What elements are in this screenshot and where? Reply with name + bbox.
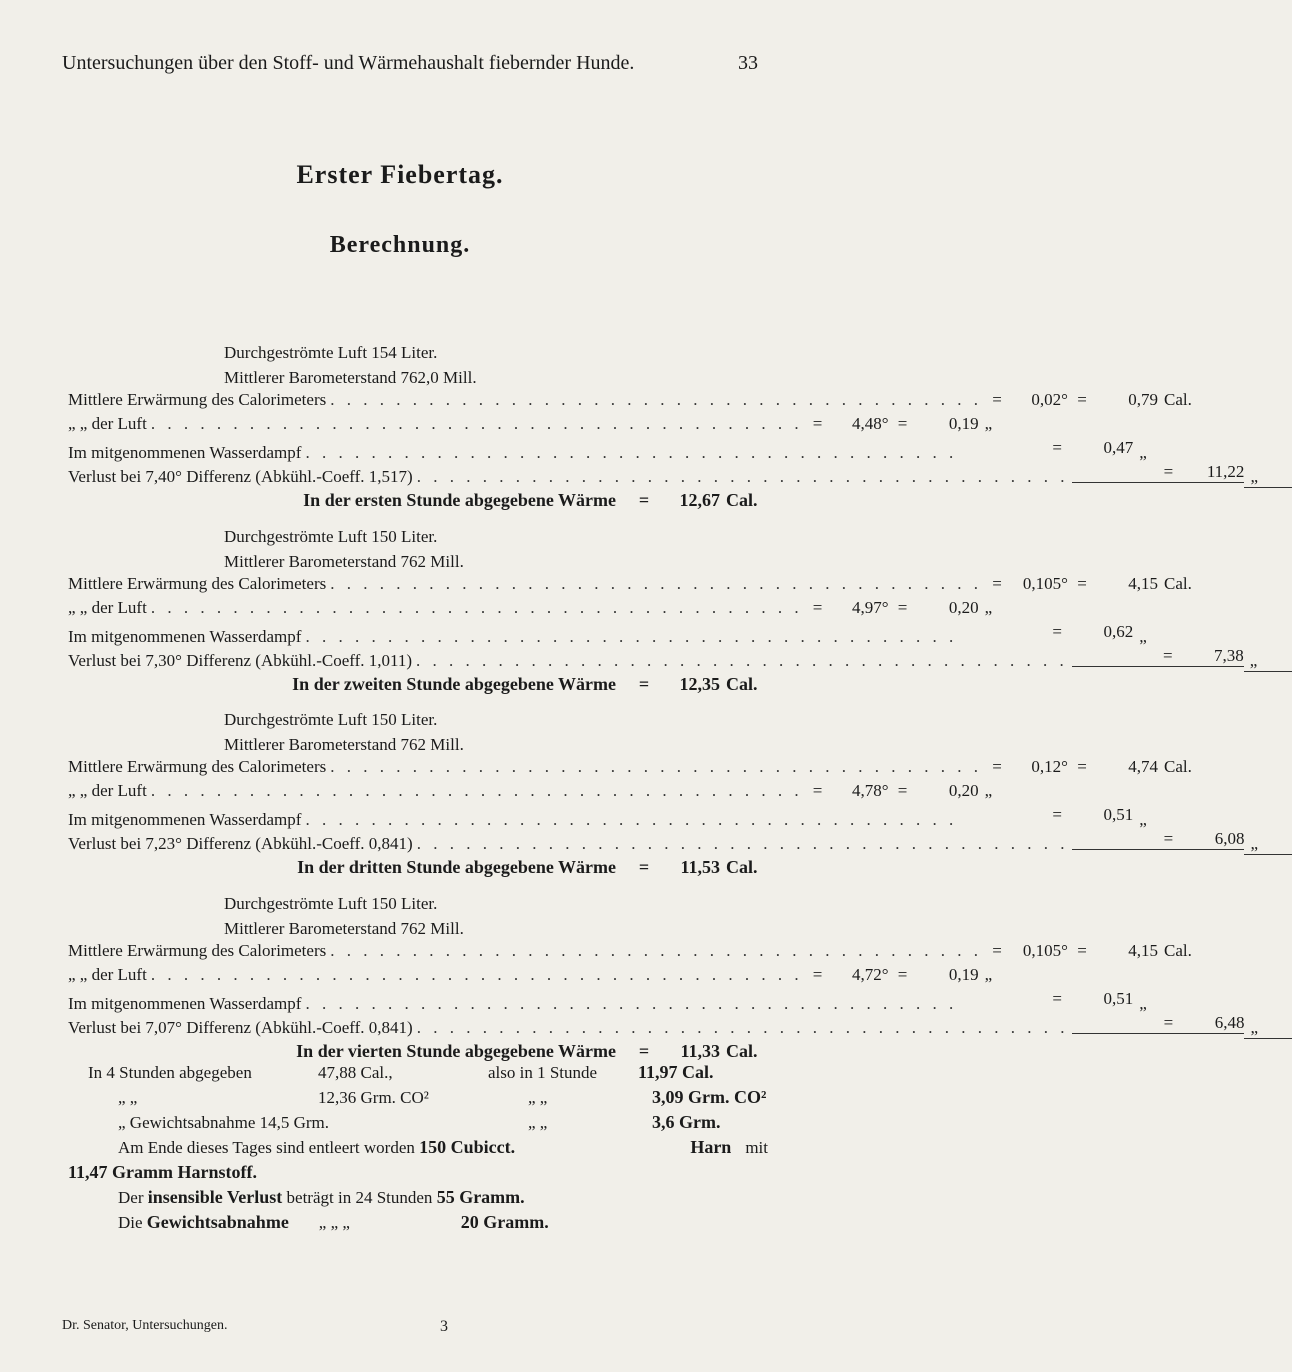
- calc-label: Verlust bei 7,23° Differenz (Abkühl.-Coeff. 0,841): [68, 834, 413, 853]
- cal-value: 6,48: [1214, 1013, 1245, 1032]
- calc-label: Mittlere Erwärmung des Calorimeters: [68, 757, 327, 776]
- unit: „: [1139, 810, 1147, 829]
- total-unit: Cal.: [726, 490, 758, 510]
- leader-dots: . . . . . . . . . . . . . . . . . . . . . . . . . . . . . . . . . . . . . . . .: [150, 414, 803, 433]
- cal-value: 0,47: [1103, 438, 1134, 457]
- hour-block: [68, 524, 1258, 702]
- calc-row: „ „ der Luft . . . . . . . . . . . . . . . . . . . . . . . . . . . . . . . . . . . . . . . . = 4,72° = 0,19 „: [68, 965, 768, 989]
- cal-value: 0,79: [1128, 390, 1158, 409]
- calc-row: Im mitgenommenen Wasserdampf . . . . . . . . . . . . . . . . . . . . . . . . . . . . . . . . . . . . . . . . = 0,62 „: [68, 622, 768, 646]
- hour-total: In der dritten Stunde abgegebene Wärme = 11,53 Cal.: [68, 857, 768, 885]
- leader-dots: . . . . . . . . . . . . . . . . . . . . . . . . . . . . . . . . . . . . . . . .: [416, 834, 1069, 853]
- unit: „: [1244, 1018, 1292, 1039]
- cal-value: 7,38: [1214, 646, 1244, 665]
- temperature-value: 4,72°: [852, 965, 889, 984]
- leader-dots: . . . . . . . . . . . . . . . . . . . . . . . . . . . . . . . . . . . . . . . .: [150, 598, 803, 617]
- temperature-value: [983, 805, 1043, 825]
- unit: „: [984, 598, 993, 617]
- unit: „: [984, 414, 993, 433]
- calc-row: Mittlere Erwärmung des Calorimeters . . . . . . . . . . . . . . . . . . . . . . . . . . . . . . . . . . . . . . . . = 0,105° = 4,15 Cal.: [68, 574, 768, 598]
- hour-info: [68, 891, 768, 941]
- unit: Cal.: [1163, 757, 1192, 776]
- calc-label: „ „ der Luft: [68, 781, 147, 800]
- hour-total: In der ersten Stunde abgegebene Wärme = 12,67 Cal.: [68, 490, 768, 518]
- running-title: Untersuchungen über den Stoff- und Wärmehaushalt fiebernder Hunde.: [62, 52, 635, 74]
- temperature-value: [983, 989, 1043, 1009]
- temperature-value: [983, 622, 1043, 642]
- calc-row: Im mitgenommenen Wasserdampf . . . . . . . . . . . . . . . . . . . . . . . . . . . . . . . . . . . . . . . . = 0,51 „: [68, 805, 768, 829]
- calc-label: Im mitgenommenen Wasserdampf: [68, 627, 302, 646]
- temperature-value: [983, 438, 1043, 458]
- leader-dots: . . . . . . . . . . . . . . . . . . . . . . . . . . . . . . . . . . . . . . . .: [330, 941, 982, 960]
- total-value: 12,35: [679, 674, 720, 694]
- summary-row: Am Ende dieses Tages sind entleert worden 150 Cubicct. Harn mit: [118, 1137, 768, 1157]
- hour-total: In der zweiten Stunde abgegebene Wärme = 12,35 Cal.: [68, 674, 768, 702]
- leader-dots: . . . . . . . . . . . . . . . . . . . . . . . . . . . . . . . . . . . . . . . .: [330, 574, 982, 593]
- running-header: [62, 52, 758, 75]
- calc-row: Mittlere Erwärmung des Calorimeters . . . . . . . . . . . . . . . . . . . . . . . . . . . . . . . . . . . . . . . . = 0,105° = 4,15 Cal.: [68, 941, 768, 965]
- cal-value: 0,20: [948, 781, 979, 800]
- temperature-value: [1094, 462, 1154, 482]
- summary-row: Die Gewichtsabnahme „ „ „ 20 Gramm.: [118, 1212, 549, 1232]
- hour-info: [68, 707, 768, 757]
- leader-dots: . . . . . . . . . . . . . . . . . . . . . . . . . . . . . . . . . . . . . . . .: [305, 810, 958, 829]
- calc-label: Im mitgenommenen Wasserdampf: [68, 810, 302, 829]
- total-label: In der zweiten Stunde abgegebene Wärme: [292, 674, 616, 694]
- calc-label: Im mitgenommenen Wasserdampf: [68, 994, 302, 1013]
- calc-row: Mittlere Erwärmung des Calorimeters . . . . . . . . . . . . . . . . . . . . . . . . . . . . . . . . . . . . . . . . = 0,12° = 4,74 Cal.: [68, 757, 768, 781]
- leader-dots: . . . . . . . . . . . . . . . . . . . . . . . . . . . . . . . . . . . . . . . .: [416, 1018, 1069, 1037]
- hour-block: [68, 707, 1258, 885]
- unit: „: [984, 965, 993, 984]
- barometer-line: Mittlerer Barometerstand 762 Mill.: [224, 552, 464, 571]
- calc-label: Verlust bei 7,30° Differenz (Abkühl.-Coeff. 1,011): [68, 651, 413, 670]
- summary: [68, 1060, 768, 1235]
- unit: „: [1244, 467, 1292, 488]
- footer-author: Dr. Senator, Untersuchungen.: [62, 1318, 228, 1333]
- leader-dots: . . . . . . . . . . . . . . . . . . . . . . . . . . . . . . . . . . . . . . . .: [330, 390, 982, 409]
- luft-line: Durchgeströmte Luft 154 Liter.: [224, 343, 438, 362]
- temperature-value: 0,105°: [1022, 574, 1068, 593]
- cal-value: 0,51: [1103, 805, 1134, 824]
- temperature-value: 0,12°: [1031, 757, 1068, 776]
- calc-row: Im mitgenommenen Wasserdampf . . . . . . . . . . . . . . . . . . . . . . . . . . . . . . . . . . . . . . . . = 0,51 „: [68, 989, 768, 1013]
- calc-row: „ „ der Luft . . . . . . . . . . . . . . . . . . . . . . . . . . . . . . . . . . . . . . . . = 4,78° = 0,20 „: [68, 781, 768, 805]
- calc-label: „ „ der Luft: [68, 598, 147, 617]
- calc-label: Mittlere Erwärmung des Calorimeters: [68, 941, 327, 960]
- calc-row: Verlust bei 7,30° Differenz (Abkühl.-Coeff. 1,011) . . . . . . . . . . . . . . . . . . . . . . . . . . . . . . . . . . . . . . . . = 7,38 „: [68, 646, 768, 670]
- calc-row: Mittlere Erwärmung des Calorimeters . . . . . . . . . . . . . . . . . . . . . . . . . . . . . . . . . . . . . . . . = 0,02° = 0,79 Cal.: [68, 390, 768, 414]
- cal-value: 4,15: [1128, 941, 1158, 960]
- luft-line: Durchgeströmte Luft 150 Liter.: [224, 894, 438, 913]
- hour-block: [68, 891, 1258, 1069]
- page-number: 33: [738, 52, 758, 74]
- luft-line: Durchgeströmte Luft 150 Liter.: [224, 527, 438, 546]
- summary-row: „ Gewichtsabnahme 14,5 Grm. „ „ 3,6 Grm.: [118, 1112, 721, 1132]
- hour-total: In der vierten Stunde abgegebene Wärme = 11,33 Cal.: [68, 1041, 768, 1069]
- summary-row: In 4 Stunden abgegeben 47,88 Cal., also in 1 Stunde 11,97 Cal.: [88, 1062, 714, 1082]
- hour-block: [68, 340, 1258, 518]
- section-title: Erster Fiebertag.: [296, 160, 504, 189]
- leader-dots: . . . . . . . . . . . . . . . . . . . . . . . . . . . . . . . . . . . . . . . .: [330, 757, 982, 776]
- calc-label: Verlust bei 7,40° Differenz (Abkühl.-Coeff. 1,517): [68, 467, 413, 486]
- luft-line: Durchgeströmte Luft 150 Liter.: [224, 710, 438, 729]
- calc-row: „ „ der Luft . . . . . . . . . . . . . . . . . . . . . . . . . . . . . . . . . . . . . . . . = 4,48° = 0,19 „: [68, 414, 768, 438]
- barometer-line: Mittlerer Barometerstand 762,0 Mill.: [224, 368, 477, 387]
- unit: „: [1139, 627, 1147, 646]
- barometer-line: Mittlerer Barometerstand 762 Mill.: [224, 735, 464, 754]
- leader-dots: . . . . . . . . . . . . . . . . . . . . . . . . . . . . . . . . . . . . . . . .: [416, 651, 1068, 670]
- unit: „: [1139, 443, 1147, 462]
- temperature-value: [1094, 829, 1154, 849]
- calc-label: „ „ der Luft: [68, 414, 147, 433]
- cal-value: 4,15: [1128, 574, 1158, 593]
- hour-info: [68, 524, 768, 574]
- calc-row: Im mitgenommenen Wasserdampf . . . . . . . . . . . . . . . . . . . . . . . . . . . . . . . . . . . . . . . . = 0,47 „: [68, 438, 768, 462]
- total-label: In der ersten Stunde abgegebene Wärme: [303, 490, 616, 510]
- temperature-value: 0,105°: [1022, 941, 1068, 960]
- calc-label: Mittlere Erwärmung des Calorimeters: [68, 574, 327, 593]
- unit: „: [1139, 994, 1147, 1013]
- summary-row: 11,47 Gramm Harnstoff.: [68, 1162, 257, 1182]
- calc-row: „ „ der Luft . . . . . . . . . . . . . . . . . . . . . . . . . . . . . . . . . . . . . . . . = 4,97° = 0,20 „: [68, 598, 768, 622]
- unit: Cal.: [1163, 390, 1192, 409]
- unit: Cal.: [1163, 574, 1192, 593]
- calc-row: Verlust bei 7,40° Differenz (Abkühl.-Coeff. 1,517) . . . . . . . . . . . . . . . . . . . . . . . . . . . . . . . . . . . . . . . . = 11,22 „: [68, 462, 768, 486]
- leader-dots: . . . . . . . . . . . . . . . . . . . . . . . . . . . . . . . . . . . . . . . .: [305, 443, 958, 462]
- temperature-value: [1094, 1013, 1154, 1033]
- leader-dots: . . . . . . . . . . . . . . . . . . . . . . . . . . . . . . . . . . . . . . . .: [305, 627, 958, 646]
- total-unit: Cal.: [726, 674, 758, 694]
- total-value: 11,53: [680, 857, 720, 877]
- summary-row: „ „ 12,36 Grm. CO² „ „ 3,09 Grm. CO²: [118, 1087, 767, 1107]
- temperature-value: 4,97°: [852, 598, 889, 617]
- calc-label: Im mitgenommenen Wasserdampf: [68, 443, 302, 462]
- unit: „: [984, 781, 993, 800]
- cal-value: 0,19: [948, 414, 979, 433]
- cal-value: 6,08: [1214, 829, 1245, 848]
- cal-value: 4,74: [1128, 757, 1158, 776]
- leader-dots: . . . . . . . . . . . . . . . . . . . . . . . . . . . . . . . . . . . . . . . .: [305, 994, 958, 1013]
- unit: Cal.: [1163, 941, 1192, 960]
- total-label: In der dritten Stunde abgegebene Wärme: [297, 857, 616, 877]
- calc-label: Verlust bei 7,07° Differenz (Abkühl.-Coeff. 0,841): [68, 1018, 413, 1037]
- section-subtitle: Berechnung.: [329, 232, 471, 258]
- calc-label: „ „ der Luft: [68, 965, 147, 984]
- hour-info: [68, 340, 768, 390]
- cal-value: 0,62: [1103, 622, 1134, 641]
- leader-dots: . . . . . . . . . . . . . . . . . . . . . . . . . . . . . . . . . . . . . . . .: [150, 965, 803, 984]
- calc-row: Verlust bei 7,07° Differenz (Abkühl.-Coeff. 0,841) . . . . . . . . . . . . . . . . . . . . . . . . . . . . . . . . . . . . . . . . = 6,48 „: [68, 1013, 768, 1037]
- temperature-value: 4,78°: [852, 781, 889, 800]
- total-value: 12,67: [679, 490, 720, 510]
- cal-value: 11,22: [1206, 462, 1245, 481]
- temperature-value: 0,02°: [1031, 390, 1068, 409]
- total-unit: Cal.: [726, 857, 758, 877]
- calc-label: Mittlere Erwärmung des Calorimeters: [68, 390, 327, 409]
- cal-value: 0,20: [948, 598, 979, 617]
- temperature-value: 4,48°: [852, 414, 889, 433]
- total-value: 11,33: [680, 1041, 720, 1061]
- cal-value: 0,19: [948, 965, 979, 984]
- leader-dots: . . . . . . . . . . . . . . . . . . . . . . . . . . . . . . . . . . . . . . . .: [150, 781, 803, 800]
- total-unit: Cal.: [726, 1041, 758, 1061]
- calc-row: Verlust bei 7,23° Differenz (Abkühl.-Coeff. 0,841) . . . . . . . . . . . . . . . . . . . . . . . . . . . . . . . . . . . . . . . . = 6,08 „: [68, 829, 768, 853]
- total-label: In der vierten Stunde abgegebene Wärme: [296, 1041, 616, 1061]
- cal-value: 0,51: [1103, 989, 1134, 1008]
- signature-mark: 3: [440, 1318, 448, 1335]
- leader-dots: . . . . . . . . . . . . . . . . . . . . . . . . . . . . . . . . . . . . . . . .: [416, 467, 1069, 486]
- unit: „: [1244, 651, 1292, 672]
- temperature-value: [1094, 646, 1154, 666]
- unit: „: [1244, 834, 1292, 855]
- barometer-line: Mittlerer Barometerstand 762 Mill.: [224, 919, 464, 938]
- footer: [62, 1318, 758, 1336]
- summary-row: Der insensible Verlust beträgt in 24 Stunden 55 Gramm.: [118, 1187, 525, 1207]
